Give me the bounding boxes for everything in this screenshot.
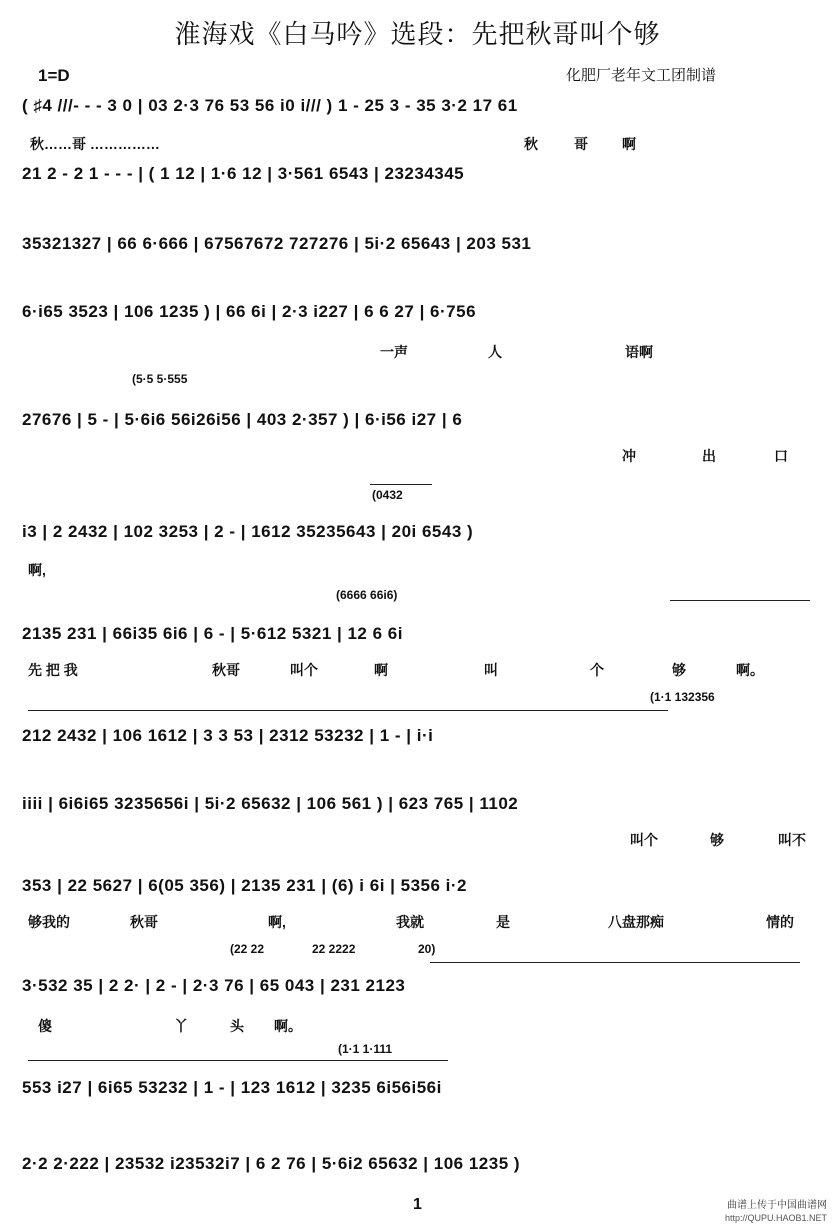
lyrics-line (22, 1016, 812, 1038)
lyric: 傻 (38, 1018, 52, 1034)
lyric: 丫 (174, 1018, 188, 1034)
lyric: 一声 (380, 344, 408, 360)
ending-bracket (430, 962, 800, 963)
annotation: (1·1 132356 (650, 690, 715, 704)
lyrics-line (22, 446, 812, 468)
lyrics-line (22, 560, 812, 582)
lyric: 啊, (28, 562, 46, 578)
lyric: 我就 (396, 914, 424, 930)
notation-line: i3 | 2 2432 | 102 3253 | 2 - | 1612 35235643 | 20i 6543 ) (22, 522, 474, 541)
lyric: 啊 (374, 662, 388, 678)
notation-line: 6·i65 3523 | 106 1235 ) | 66 6i | 2·3 i227 | 6 6 27 | 6·756 (22, 302, 477, 321)
lyric: 啊, (268, 914, 286, 930)
lyric: 出 (702, 448, 716, 464)
lyric: 啊。 (274, 1018, 302, 1034)
site-watermark (725, 1200, 827, 1224)
lyrics-line (22, 660, 812, 682)
lyric: 够 (710, 832, 724, 848)
lyric: 够我的 (28, 914, 70, 930)
notation-line: 2·2 2·222 | 23532 i23532i7 | 6 2 76 | 5·6i2 65632 | 106 1235 ) (22, 1154, 521, 1173)
watermark-line: 曲谱上传于中国曲谱网 (727, 1200, 827, 1211)
notation-line: 35321327 | 66 6·666 | 67567672 727276 | 5i·2 65643 | 203 531 (22, 234, 532, 253)
lyric: 先 把 我 (28, 662, 78, 678)
lyric: 秋 (524, 136, 538, 152)
lyrics-line (22, 912, 812, 934)
lyric: 啊。 (736, 662, 764, 678)
lyric: 够 (672, 662, 686, 678)
annotation: 22 2222 (312, 942, 356, 956)
lyric: 头 (230, 1018, 244, 1034)
notation-line: 3·532 35 | 2 2· | 2 - | 2·3 76 | 65 043 | 231 2123 (22, 976, 406, 995)
lyric: 八盘那痴 (608, 914, 664, 930)
annotation: (22 22 (230, 942, 265, 956)
ending-bracket (370, 484, 432, 485)
lyric: 哥 (574, 136, 588, 152)
ending-bracket (28, 1060, 448, 1061)
annotation: 20) (418, 942, 436, 956)
lyric: 语啊 (625, 344, 653, 360)
lyric: 叫个 (290, 662, 318, 678)
notation-line: iiii | 6i6i65 3235656i | 5i·2 65632 | 106 561 ) | 623 765 | 1102 (22, 794, 519, 813)
notation-line: 353 | 22 5627 | 6(05 356) | 2135 231 | (6) i 6i | 5356 i·2 (22, 876, 468, 895)
credit: 化肥厂老年文工团制谱 (566, 66, 717, 84)
ending-bracket (28, 710, 668, 711)
lyric: 口 (774, 448, 788, 464)
lyric: 个 (590, 662, 604, 678)
lyric: 叫 (484, 662, 498, 678)
annotation: (5·5 5·555 (132, 372, 188, 386)
page-number: 1 (413, 1196, 422, 1213)
lyric: 秋……哥 …………… (30, 136, 160, 152)
lyrics-line (22, 830, 812, 852)
annotation: (1·1 1·111 (338, 1042, 393, 1056)
lyrics-line (22, 134, 812, 156)
lyric: 叫个 (630, 832, 658, 848)
notation-line: 21 2 - 2 1 - - - | ( 1 12 | 1·6 12 | 3·561 6543 | 23234345 (22, 164, 465, 183)
notation-line: 27676 | 5 - | 5·6i6 56i26i56 | 403 2·357 ) | 6·i56 i27 | 6 (22, 410, 463, 429)
notation-line: ( ♯4 ///- - - 3 0 | 03 2·3 76 53 56 i0 i/// ) 1 - 25 3 - 35 3·2 17 61 (22, 96, 518, 115)
lyric: 情的 (766, 914, 794, 930)
lyric: 人 (488, 344, 502, 360)
page-title: 淮海戏《白马吟》选段：先把秋哥叫个够 (174, 20, 661, 50)
lyric: 叫不 (778, 832, 806, 848)
lyric: 秋哥 (130, 914, 158, 930)
ending-bracket (670, 600, 810, 601)
notation-line: 212 2432 | 106 1612 | 3 3 53 | 2312 53232 | 1 - | i·i (22, 726, 434, 745)
annotation: (0432 (372, 488, 403, 502)
lyric: 是 (496, 914, 510, 930)
lyric: 啊 (622, 136, 636, 152)
annotation: (6666 66i6) (336, 588, 398, 602)
lyric: 秋哥 (212, 662, 240, 678)
notation-line: 2135 231 | 66i35 6i6 | 6 - | 5·612 5321 | 12 6 6i (22, 624, 403, 643)
watermark-url: http://QUPU.HAOB1.NET (724, 1213, 827, 1223)
notation-line: 553 i27 | 6i65 53232 | 1 - | 123 1612 | 3235 6i56i56i (22, 1078, 442, 1097)
lyrics-line (22, 342, 812, 364)
key-signature: 1=D (38, 66, 70, 85)
lyric: 冲 (622, 448, 636, 464)
